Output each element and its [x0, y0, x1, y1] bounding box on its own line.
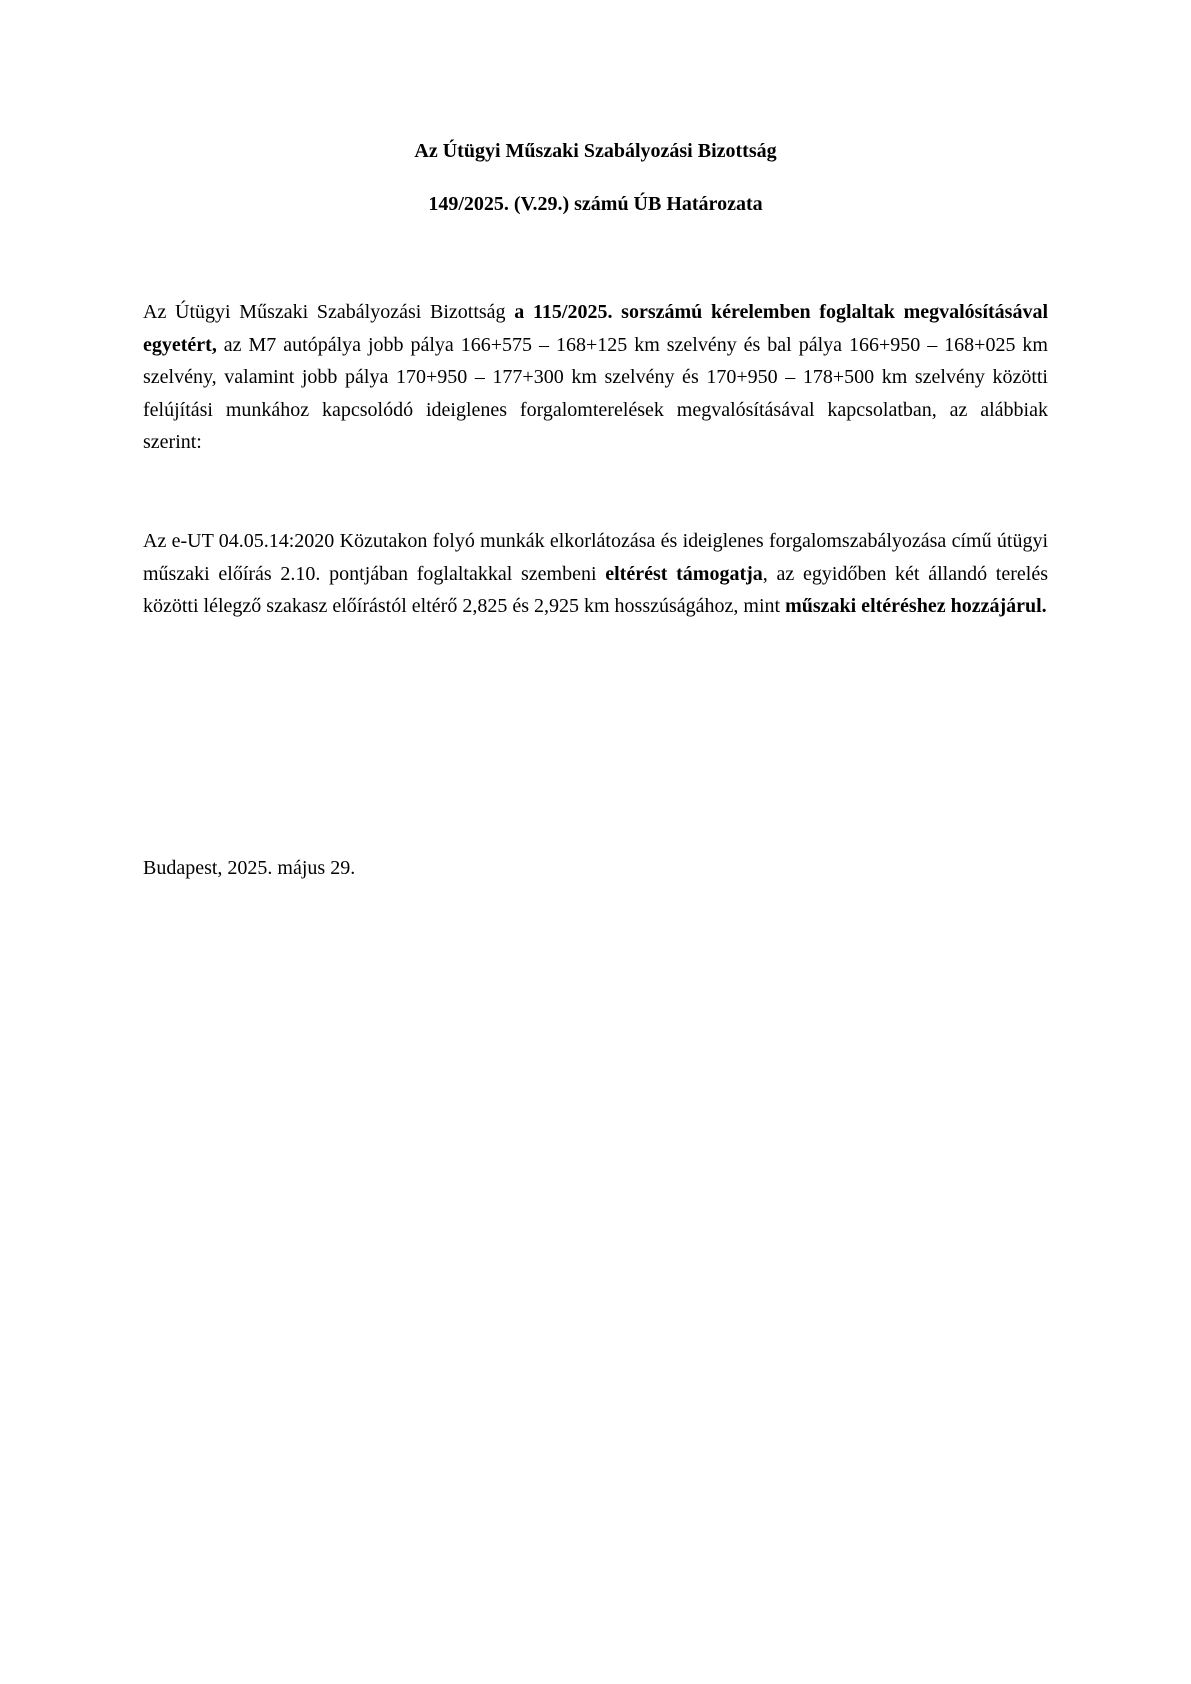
paragraph-2-text-a: Az e-UT 04.05.14:2020 Közutakon folyó munkák elkorlátozása és ideiglenes forgalomszabályozása című útügyi műszaki előírás 2.10. pontjában foglaltakkal szembeni: [143, 530, 1048, 585]
resolution-paragraph-1: [143, 296, 1048, 459]
paragraph-2-bold-text-a: eltérést támogatja: [605, 562, 763, 585]
paragraph-1-text-b: az M7 autópálya jobb pálya 166+575 – 168+125 km szelvény és bal pálya 166+950 – 168+025 km szelvény, valamint jobb pálya 170+950 – 177+300 km szelvény és 170+950 – 178+500 km szelvény közötti felújítási munkához kapcsolódó ideiglenes forgalomterelések megvalósításával kapcsolatban, az alábbiak szerint:: [143, 333, 1048, 453]
paragraph-1-bold-text: a 115/2025. sorszámú kérelemben foglaltak megvalósításával egyetért,: [143, 301, 1048, 356]
committee-name-heading: Az Útügyi Műszaki Szabályozási Bizottság: [414, 140, 777, 162]
paragraph-2-text-b: , az egyidőben két állandó terelés közötti lélegző szakasz előírástól eltérő 2,825 és 2,925 km hosszúságához, mint: [143, 562, 1048, 617]
place-and-date: Budapest, 2025. május 29.: [143, 857, 356, 879]
resolution-paragraph-2: [143, 525, 1048, 623]
paragraph-1-text-a: Az Útügyi Műszaki Szabályozási Bizottság: [143, 301, 515, 323]
resolution-number-heading: 149/2025. (V.29.) számú ÚB Határozata: [428, 193, 763, 215]
paragraph-2-bold-text-b: műszaki eltéréshez hozzájárul.: [785, 595, 1047, 617]
